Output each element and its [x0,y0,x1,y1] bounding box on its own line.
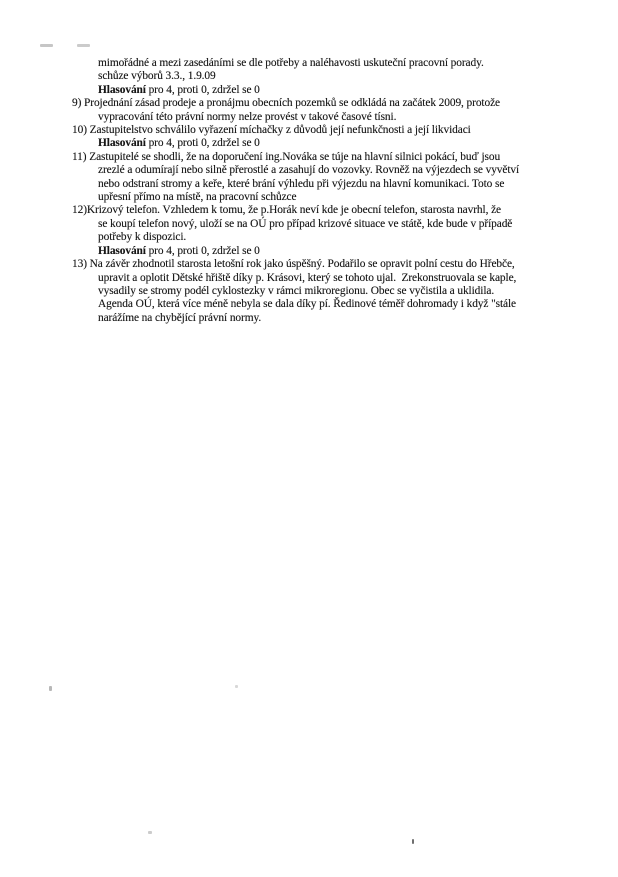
bold-text: Hlasování [98,244,146,257]
text-line: vysadily se stromy podél cyklostezky v rámci mikroregionu. Obec se vyčistila a uklidila. [98,284,495,297]
text-line: Hlasování pro 4, proti 0, zdržel se 0 [98,137,260,150]
text-line: 12)Krizový telefon. Vzhledem k tomu, že p.Horák neví kde je obecní telefon, starosta navrhl, že [72,204,501,217]
bold-text: Hlasování [98,137,146,150]
scan-speck [77,44,90,47]
text-line: se koupí telefon nový, uloží se na OÚ pro případ krizové situace ve státě, kde bude v případě [98,217,513,230]
text-line: potřeby k dispozici. [98,231,187,244]
scan-speck [49,686,52,691]
text-line: 10) Zastupitelstvo schválilo vyřazení míchačky z důvodů její nefunkčnosti a její likvidaci [72,124,471,137]
text-line: schůze výborů 3.3., 1.9.09 [98,70,216,83]
text-line: Agenda OÚ, která více méně nebyla se dala díky pí. Ředinové téměř dohromady i když "stále [98,298,517,311]
text-line: vypracování této právní normy nelze provést v takové časové tísni. [98,110,397,123]
text-line: 9) Projednání zásad prodeje a pronájmu obecních pozemků se odkládá na začátek 2009, protože [72,97,501,110]
text-line: Hlasování pro 4, proti 0, zdržel se 0 [98,83,260,96]
text-line: mimořádné a mezi zasedáními se dle potřeby a naléhavosti uskuteční pracovní porady. [98,57,484,69]
text-line: 13) Na závěr zhodnotil starosta letošní rok jako úspěšný. Podařilo se opravit polní cestu do Hřebče, [72,258,515,271]
text-line: narážíme na chybějící právní normy. [98,311,262,324]
text-line: upřesní přímo na místě, na pracovní schůzce [98,191,297,204]
scan-speck [235,685,238,688]
text-line: Hlasování pro 4, proti 0, zdržel se 0 [98,244,260,257]
text-line: zrezlé a odumírají nebo silně přerostlé a zasahují do vozovky. Rovněž na výjezdech se vyvětví [98,164,520,177]
text-line: upravit a oplotit Dětské hřiště díky p. Krásovi, který se tohoto ujal. Zrekonstruovala se kaple, [98,271,517,284]
text-line: nebo odstraní stromy a keře, které brání výhledu při výjezdu na hlavní komunikaci. Toto se [98,177,505,190]
scan-speck [40,44,53,47]
scan-speck [148,831,152,834]
document-lines [72,57,572,325]
bold-text: Hlasování [98,83,146,96]
scan-speck [412,839,414,844]
text-line: 11) Zastupitelé se shodli, že na doporučení ing.Nováka se túje na hlavní silnici pokácí, buď jsou [72,150,501,163]
